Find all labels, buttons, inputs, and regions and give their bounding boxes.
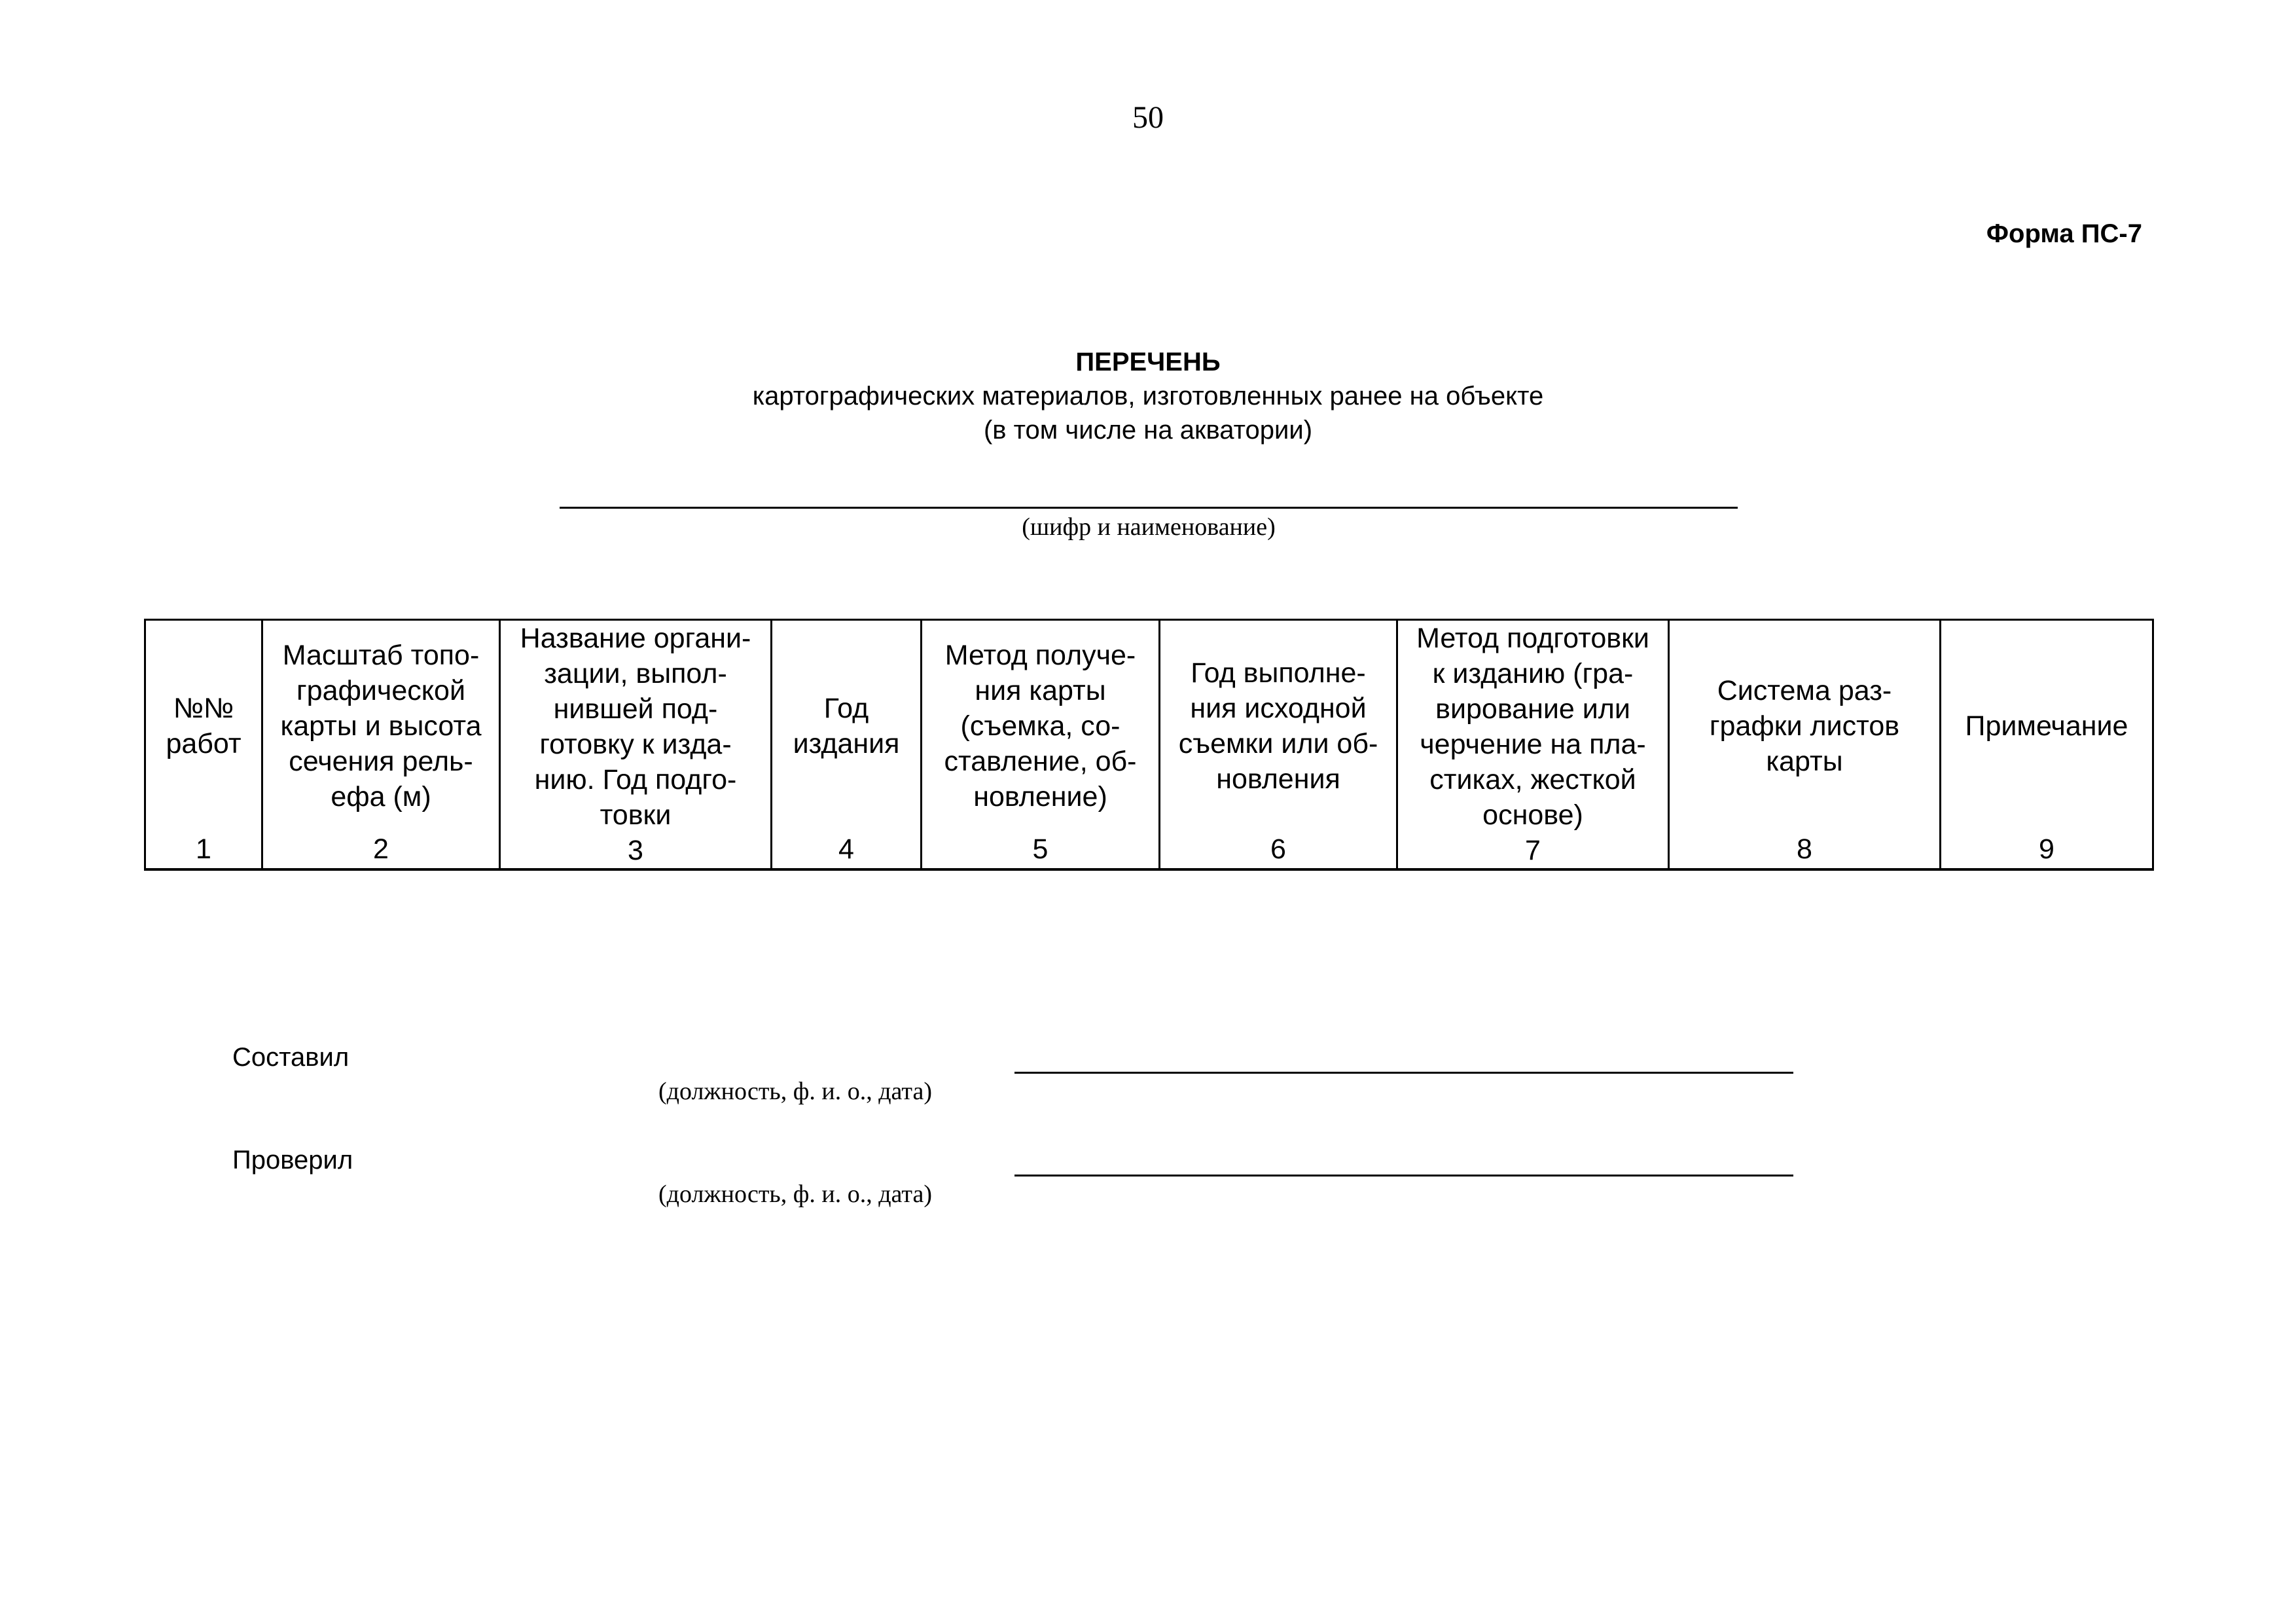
checked-by-label: Проверил (232, 1146, 353, 1175)
checked-by-row (232, 1144, 353, 1176)
column-label: Метод получе- ния карты (съемка, со- ставление, об- новление) (944, 640, 1137, 812)
column-header-sheet-system (1669, 620, 1941, 870)
document-subtitle-line-2: (в том числе на акватории) (983, 416, 1313, 445)
column-number: 1 (196, 833, 211, 865)
cipher-fill-line[interactable] (560, 507, 1738, 509)
column-number: 4 (838, 833, 854, 865)
document-title: ПЕРЕЧЕНЬ (1075, 348, 1221, 376)
registry-table (144, 619, 2154, 871)
column-header-scale (262, 620, 500, 870)
form-code: Форма ПС-7 (1986, 219, 2142, 248)
column-number: 8 (1797, 833, 1812, 865)
column-label: Примечание (1965, 710, 2128, 742)
column-header-survey-year (1160, 620, 1397, 870)
column-header-work-number (145, 620, 262, 870)
column-header-note (1941, 620, 2153, 870)
column-label: Система раз- графки листов карты (1709, 675, 1900, 777)
column-label: Метод подготовки к изданию (гра- вирование или черчение на пла- стиках, жесткой основе) (1416, 623, 1649, 831)
table-header-row (145, 620, 2153, 870)
compiled-by-fill-line[interactable] (1014, 1072, 1793, 1074)
compiled-by-caption: (должность, ф. и. о., дата) (658, 1078, 933, 1105)
column-number: 2 (373, 833, 389, 865)
column-label: Масштаб топо- графической карты и высота сечения рель- ефа (м) (280, 640, 482, 812)
column-header-organization (500, 620, 772, 870)
column-number: 5 (1032, 833, 1049, 865)
column-number: 6 (1270, 833, 1286, 865)
column-number: 9 (2039, 833, 2054, 865)
compiled-by-row (232, 1041, 349, 1074)
column-number: 7 (1525, 835, 1541, 866)
column-header-publication-year (772, 620, 922, 870)
document-header (0, 345, 2296, 447)
column-number: 3 (628, 835, 643, 866)
column-label: №№ работ (166, 693, 242, 759)
checked-by-fill-line[interactable] (1014, 1175, 1793, 1176)
column-label: Год издания (793, 693, 900, 759)
compiled-by-label: Составил (232, 1043, 350, 1072)
column-header-method (922, 620, 1160, 870)
page-number: 50 (1132, 100, 1164, 135)
column-label: Год выполне- ния исходной съемки или об- новления (1178, 657, 1378, 795)
document-subtitle-line-1: картографических материалов, изготовленных ранее на объекте (752, 382, 1544, 410)
checked-by-caption: (должность, ф. и. о., дата) (658, 1180, 933, 1208)
cipher-caption: (шифр и наименование) (1022, 513, 1276, 541)
column-header-preparation-method (1397, 620, 1669, 870)
column-label: Название органи- зации, выпол- нившей под- готовку к изда- нию. Год подго- товки (520, 623, 751, 831)
